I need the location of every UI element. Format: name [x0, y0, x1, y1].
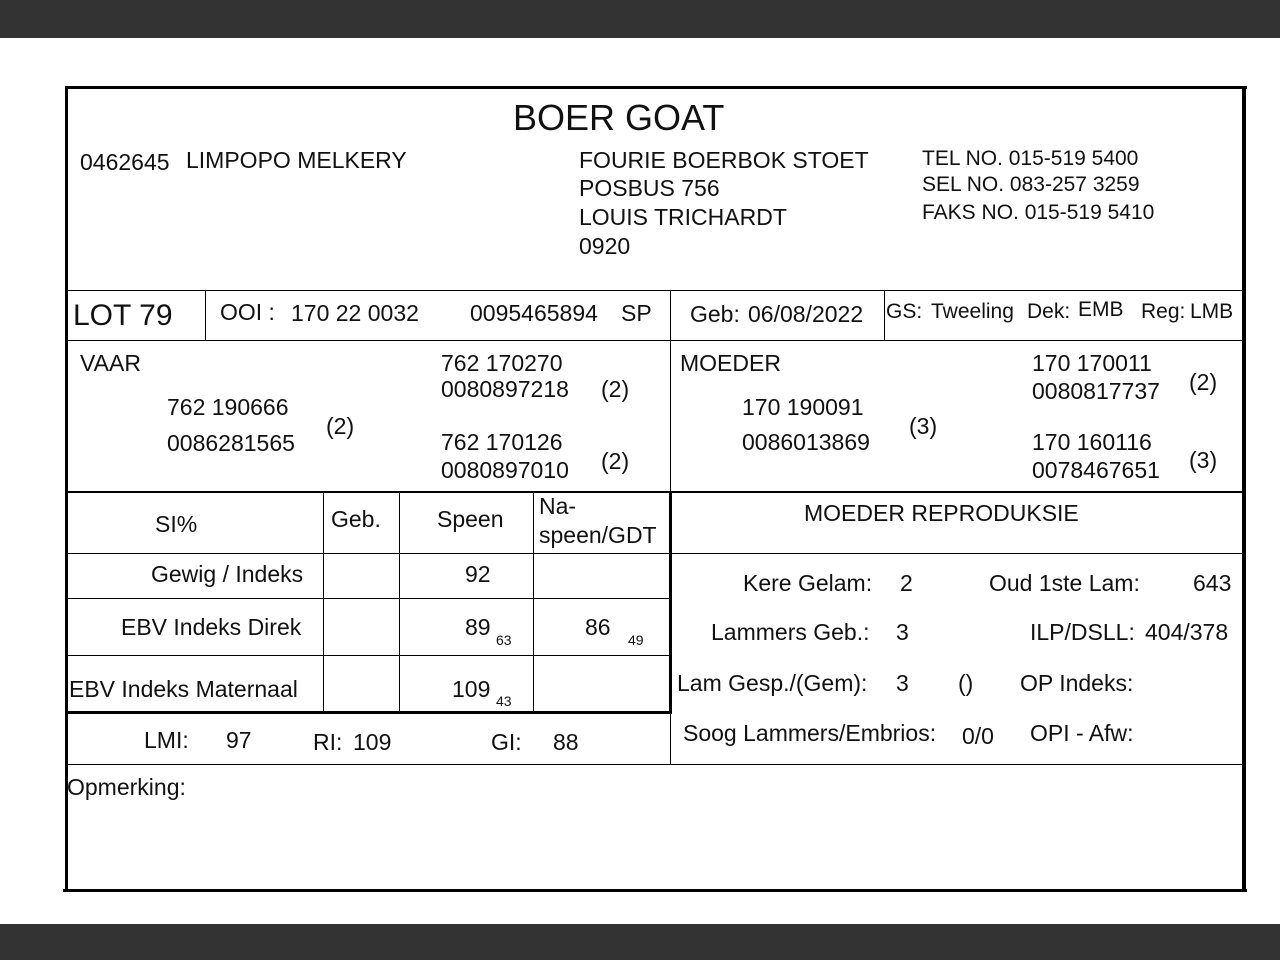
moeder-dam-reg: 0078467651	[1032, 457, 1160, 483]
lammers-geb-label: Lammers Geb.:	[711, 619, 870, 645]
geb-label: Geb:	[690, 301, 740, 327]
stud-faks: FAKS NO. 015-519 5410	[922, 201, 1155, 224]
rule-header	[65, 290, 1244, 291]
oud-value: 643	[1193, 570, 1232, 596]
gs-label: GS:	[886, 300, 923, 323]
si-col-speen	[399, 492, 400, 713]
lmi-value: 97	[226, 727, 252, 753]
gs-value: Tweeling	[931, 300, 1014, 323]
card-border-left	[65, 86, 68, 892]
row-direk-speen-sub: 63	[496, 632, 512, 648]
ri-label: RI:	[313, 729, 343, 755]
divider-gs	[884, 290, 885, 340]
ilp-label: ILP/DSLL:	[1030, 619, 1135, 645]
op-indeks-label: OP Indeks:	[1020, 670, 1134, 696]
dek-value: EMB	[1078, 298, 1124, 321]
stud-tel: TEL NO. 015-519 5400	[922, 147, 1139, 170]
moeder-reg: 0086013869	[742, 429, 870, 455]
vaar-reg: 0086281565	[167, 430, 295, 456]
ooi-code: SP	[621, 300, 652, 326]
row-gewig-speen: 92	[465, 561, 491, 587]
seller-code: 0462645	[80, 149, 170, 175]
moeder-count: (3)	[909, 413, 938, 439]
vaar-sire-reg: 0080897218	[441, 376, 569, 402]
opmerking-label: Opmerking:	[67, 774, 186, 800]
lam-gesp-label: Lam Gesp./(Gem):	[677, 670, 868, 696]
lam-gesp-gem: ()	[958, 670, 974, 696]
vaar-count: (2)	[326, 413, 355, 439]
vaar-dam-count: (2)	[601, 448, 630, 474]
reg-label: Reg:	[1141, 300, 1186, 323]
geb-header: Geb.	[331, 506, 381, 532]
soog-value: 0/0	[962, 723, 994, 749]
rule-si-row2	[65, 655, 671, 656]
lmi-label: LMI:	[144, 727, 189, 753]
si-col-geb	[323, 492, 324, 713]
card-border-right	[1242, 86, 1246, 892]
moeder-label: MOEDER	[680, 350, 781, 376]
moeder-sire-count: (2)	[1189, 369, 1218, 395]
si-table-right	[669, 491, 672, 714]
vaar-sire-id: 762 170270	[441, 350, 563, 376]
ooi-reg: 0095465894	[470, 300, 598, 326]
gi-value: 88	[553, 729, 579, 755]
card-border-bottom	[63, 889, 1247, 892]
soog-label: Soog Lammers/Embrios:	[683, 720, 937, 746]
seller-name: LIMPOPO MELKERY	[186, 147, 407, 173]
lot-number: LOT 79	[73, 299, 173, 332]
row-direk-naspeen: 86	[585, 614, 611, 640]
rule-lot	[65, 340, 1244, 341]
ilp-value: 404/378	[1145, 619, 1229, 645]
card-border-top	[65, 86, 1247, 89]
opi-afw-label: OPI - Afw:	[1030, 720, 1134, 746]
naspeen-header-1: Na-	[539, 493, 577, 519]
reproduksie-title: MOEDER REPRODUKSIE	[804, 500, 1079, 526]
rule-si-row1	[65, 598, 671, 599]
oud-label: Oud 1ste Lam:	[989, 570, 1140, 596]
lam-gesp-value: 3	[896, 670, 909, 696]
stud-address1: POSBUS 756	[579, 175, 720, 201]
row-maternaal-speen-sub: 43	[496, 693, 512, 709]
stud-sel: SEL NO. 083-257 3259	[922, 173, 1140, 196]
ooi-id: 170 22 0032	[291, 300, 419, 326]
reg-value: LMB	[1190, 300, 1234, 323]
rule-pedigree	[65, 491, 1244, 493]
divider-lot	[205, 290, 206, 340]
moeder-sire-id: 170 170011	[1032, 350, 1152, 376]
moeder-id: 170 190091	[742, 394, 864, 420]
geb-date: 06/08/2022	[748, 301, 864, 327]
lammers-geb-value: 3	[896, 619, 909, 645]
moeder-dam-id: 170 160116	[1032, 429, 1152, 455]
kere-gelam-label: Kere Gelam:	[743, 570, 873, 596]
moeder-dam-count: (3)	[1189, 447, 1218, 473]
stud-name: FOURIE BOERBOK STOET	[579, 147, 869, 173]
row-direk-speen: 89	[465, 614, 491, 640]
row-maternaal-label: EBV Indeks Maternaal	[69, 676, 298, 702]
ri-value: 109	[353, 729, 392, 755]
naspeen-header-2: speen/GDT	[539, 522, 657, 548]
si-col-naspeen	[533, 492, 534, 713]
vaar-sire-count: (2)	[601, 376, 630, 402]
ooi-label: OOI :	[220, 299, 275, 325]
vaar-label: VAAR	[80, 350, 141, 376]
vaar-id: 762 190666	[167, 394, 289, 420]
row-direk-naspeen-sub: 49	[628, 632, 644, 648]
row-gewig-label: Gewig / Indeks	[151, 561, 304, 587]
vaar-dam-reg: 0080897010	[441, 457, 569, 483]
rule-si-bottom	[65, 711, 672, 714]
dek-label: Dek:	[1027, 300, 1071, 323]
stud-address2: LOUIS TRICHARDT	[579, 204, 787, 230]
rule-si-header	[65, 553, 1244, 554]
card-title: BOER GOAT	[513, 97, 725, 138]
row-maternaal-speen: 109	[452, 676, 491, 702]
speen-header: Speen	[437, 506, 504, 532]
gi-label: GI:	[491, 729, 522, 755]
vaar-dam-id: 762 170126	[441, 429, 563, 455]
si-header: SI%	[155, 511, 198, 537]
stud-postcode: 0920	[579, 233, 631, 259]
kere-gelam-value: 2	[900, 570, 913, 596]
rule-indices	[65, 764, 1244, 765]
moeder-sire-reg: 0080817737	[1032, 378, 1160, 404]
row-direk-label: EBV Indeks Direk	[121, 614, 302, 640]
